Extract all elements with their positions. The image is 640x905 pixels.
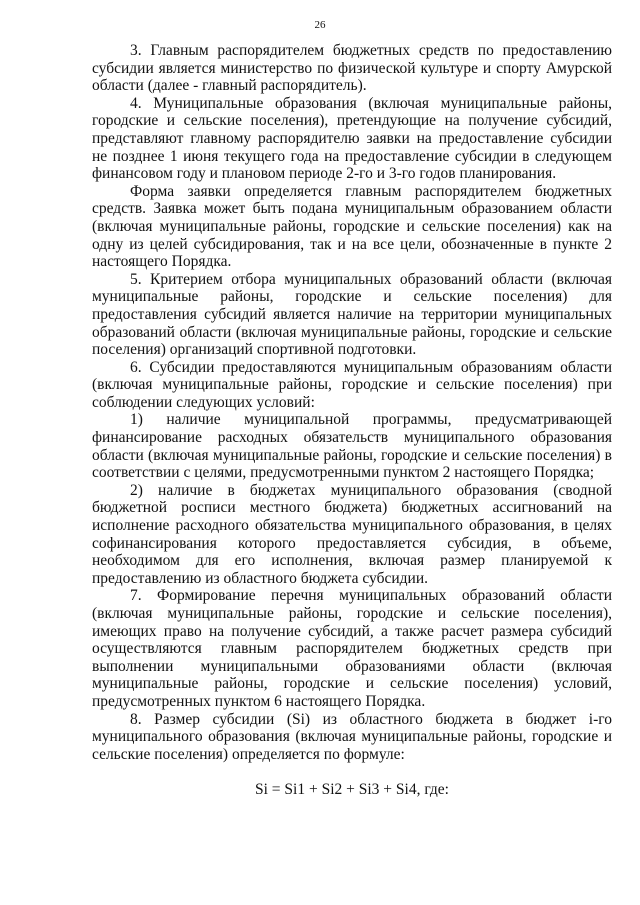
subsidy-formula: Si = Si1 + Si2 + Si3 + Si4, где: (254, 781, 449, 799)
condition-2: 2) наличие в бюджетах муниципального образования (сводной бюджетной росписи местного бюджета) бюджетных ассигнований на исполнение расходного обязательства муниципального образования, в целях софинансирования которого предоставляется субсидия, в объеме, необходимом для его исполнения, включая размер планируемой к предоставлению из областного бюджета субсидии. (92, 481, 612, 587)
paragraph-6: 6. Субсидии предоставляются муниципальным образованиям области (включая муниципальные районы, городские и сельские поселения) при соблюдении следующих условий: (92, 358, 612, 411)
page-number: 26 (314, 19, 326, 31)
paragraph-5: 5. Критерием отбора муниципальных образований области (включая муниципальные районы, городские и сельские поселения) для предоставления субсидий является наличие на территории муниципальных образований области (включая муниципальные районы, городские и сельские поселения) организаций спортивной подготовки. (92, 270, 612, 359)
paragraph-3: 3. Главным распорядителем бюджетных средств по предоставлению субсидии является министерство по физической культуре и спорту Амурской области (далее - главный распорядитель). (92, 42, 612, 95)
condition-1: 1) наличие муниципальной программы, предусматривающей финансирование расходных обязательств муниципального образования области (включая муниципальные районы, городские и сельские поселения) в соответствии с целями, предусмотренными пунктом 2 настоящего Порядка; (92, 411, 612, 482)
paragraph-8: 8. Размер субсидии (Si) из областного бюджета в бюджет i-го муниципального образования (включая муниципальные районы, городские и сельские поселения) определяется по формуле: (92, 710, 612, 763)
paragraph-4: 4. Муниципальные образования (включая муниципальные районы, городские и сельские поселения), претендующие на получение субсидий, представляют главному распорядителю заявки на предоставление субсидии не позднее 1 июня текущего года на предоставление субсидии в следующем финансовом году и плановом периоде 2-го и 3-го годов планирования. (92, 94, 612, 183)
paragraph-application-form: Форма заявки определяется главным распорядителем бюджетных средств. Заявка может быть подана муниципальным образованием области (включая муниципальные районы, городские и сельские поселения) как на одну из целей субсидирования, так и на все цели, обозначенные в пункте 2 настоящего Порядка. (92, 182, 612, 271)
paragraph-7: 7. Формирование перечня муниципальных образований области (включая муниципальные районы, городские и сельские поселения), имеющих право на получение субсидий, а также расчет размера субсидий осуществляются главным распорядителем бюджетных средств при выполнении муниципальными образованиями области (включая муниципальные районы, городские и сельские поселения) условий, предусмотренных пунктом 6 настоящего Порядка. (92, 587, 612, 710)
document-body (92, 42, 612, 799)
